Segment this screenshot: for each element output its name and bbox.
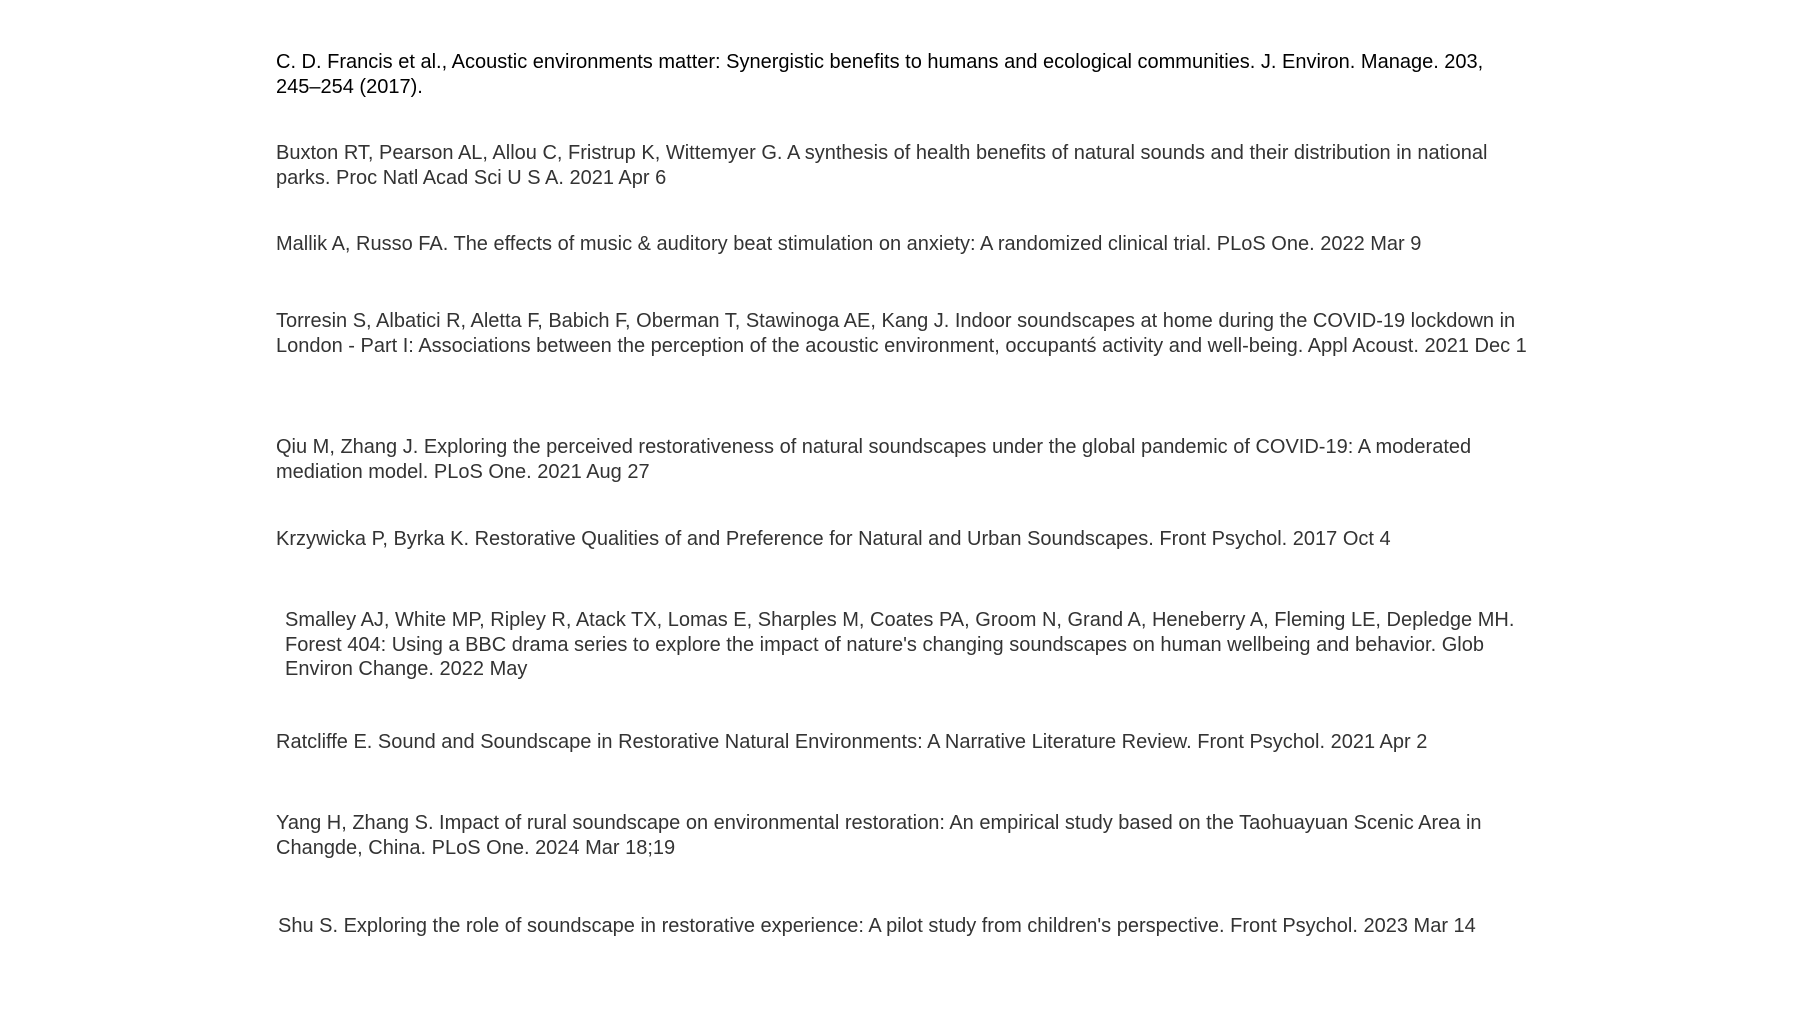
- reference-item-9: Yang H, Zhang S. Impact of rural soundscape on environmental restoration: An empirical study based on the Taohuayuan Scenic Area in Changde, China. PLoS One. 2024 Mar 18;19: [276, 812, 1482, 859]
- reference-item-4: Torresin S, Albatici R, Aletta F, Babich F, Oberman T, Stawinoga AE, Kang J. Indoor soundscapes at home during the COVID-19 lockdown in London - Part I: Associations between the perception of the acoustic environment, occupantś activity and well-being. Appl Acoust. 2021 Dec 1: [276, 310, 1527, 357]
- reference-item-1: C. D. Francis et al., Acoustic environments matter: Synergistic benefits to humans and ecological communities. J. Environ. Manage. 203, 245–254 (2017).: [276, 51, 1484, 98]
- reference-item-8: Ratcliffe E. Sound and Soundscape in Restorative Natural Environments: A Narrative Literature Review. Front Psychol. 2021 Apr 2: [276, 731, 1428, 753]
- reference-item-7: Smalley AJ, White MP, Ripley R, Atack TX, Lomas E, Sharples M, Coates PA, Groom N, Grand A, Heneberry A, Fleming LE, Depledge MH. Forest 404: Using a BBC drama series to explore the impact of nature's changing soundscapes on human wellbeing and behavior. Glob Environ Change. 2022 May: [285, 609, 1515, 680]
- reference-item-6: Krzywicka P, Byrka K. Restorative Qualities of and Preference for Natural and Urban Soundscapes. Front Psychol. 2017 Oct 4: [276, 528, 1391, 550]
- reference-item-3: Mallik A, Russo FA. The effects of music & auditory beat stimulation on anxiety: A randomized clinical trial. PLoS One. 2022 Mar 9: [276, 233, 1422, 255]
- reference-item-5: Qiu M, Zhang J. Exploring the perceived restorativeness of natural soundscapes under the global pandemic of COVID-19: A moderated mediation model. PLoS One. 2021 Aug 27: [276, 436, 1472, 483]
- reference-item-2: Buxton RT, Pearson AL, Allou C, Fristrup K, Wittemyer G. A synthesis of health benefits of natural sounds and their distribution in national parks. Proc Natl Acad Sci U S A. 2021 Apr 6: [276, 142, 1488, 189]
- reference-item-10: Shu S. Exploring the role of soundscape in restorative experience: A pilot study from children's perspective. Front Psychol. 2023 Mar 14: [278, 915, 1476, 937]
